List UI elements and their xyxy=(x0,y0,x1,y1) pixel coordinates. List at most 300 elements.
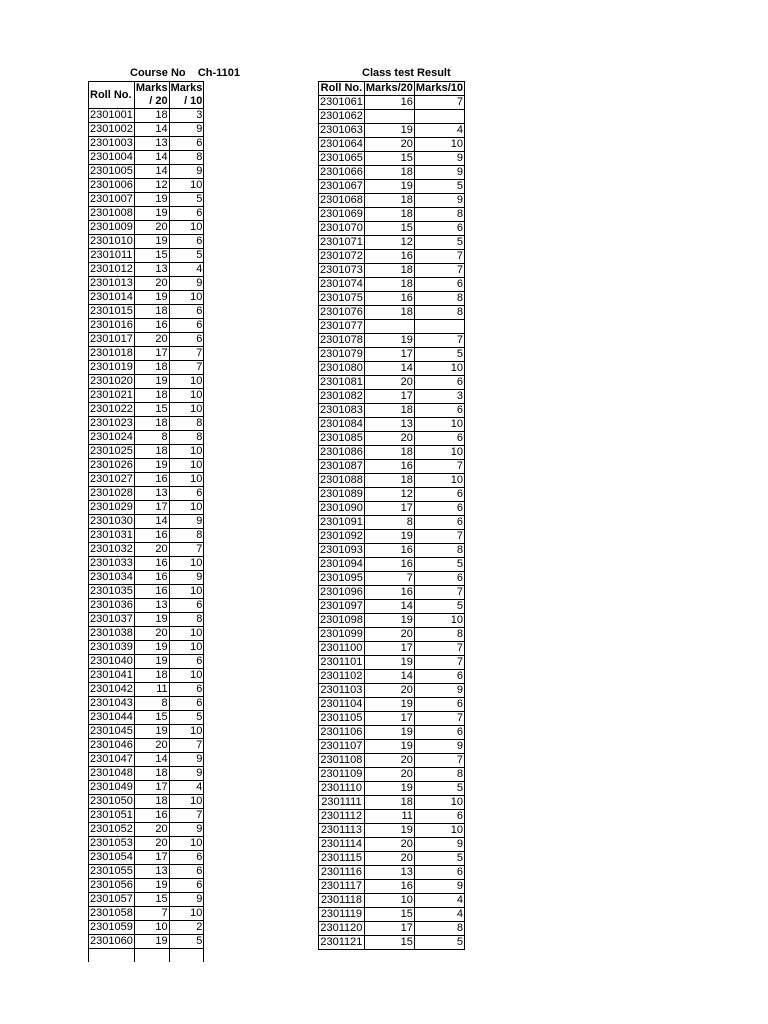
empty-cell xyxy=(89,949,135,962)
roll-no-cell: 2301042 xyxy=(90,683,133,695)
marks-10-cell: 10 xyxy=(169,669,204,683)
table-row xyxy=(89,613,204,627)
table-row xyxy=(89,627,204,641)
marks-10-cell: 7 xyxy=(169,361,204,375)
marks-20-cell: 19 xyxy=(134,459,169,473)
table-row xyxy=(319,222,465,236)
roll-no-cell: 2301040 xyxy=(90,655,133,667)
marks-20-cell: 16 xyxy=(134,319,169,333)
marks-20-cell: 13 xyxy=(364,866,414,880)
marks-10-cell: 10 xyxy=(169,795,204,809)
table-row xyxy=(89,739,204,753)
roll-no-cell: 2301012 xyxy=(90,263,133,275)
marks-10-cell: 9 xyxy=(169,123,204,137)
marks-10-cell xyxy=(414,320,464,334)
marks-10-cell: 6 xyxy=(414,488,464,502)
marks-10-cell: 4 xyxy=(414,894,464,908)
table-row xyxy=(319,628,465,642)
marks-20-header: Marks/20 xyxy=(365,82,413,94)
table-row xyxy=(319,362,465,376)
roll-no-cell: 2301094 xyxy=(320,558,363,570)
roll-no-cell: 2301033 xyxy=(90,557,133,569)
marks-10-cell: 5 xyxy=(169,193,204,207)
roll-no-cell: 2301095 xyxy=(320,572,363,584)
table-row xyxy=(89,151,204,165)
marks-20-cell: 19 xyxy=(364,614,414,628)
table-row xyxy=(319,404,465,418)
table-row xyxy=(89,879,204,893)
table-row xyxy=(319,278,465,292)
table-row xyxy=(319,880,465,894)
marks-10-cell: 8 xyxy=(169,431,204,445)
roll-no-cell: 2301116 xyxy=(319,866,365,880)
marks-10-cell: 10 xyxy=(169,907,204,921)
marks-10-cell: 9 xyxy=(169,753,204,767)
marks-20-cell: 10 xyxy=(364,894,414,908)
table-row xyxy=(319,124,465,138)
marks-10-cell: 10 xyxy=(169,291,204,305)
roll-no-cell: 2301091 xyxy=(320,516,363,528)
roll-no-cell: 2301096 xyxy=(320,586,363,598)
marks-10-cell: 8 xyxy=(414,544,464,558)
marks-10-cell: 7 xyxy=(414,250,464,264)
marks-10-cell: 10 xyxy=(169,403,204,417)
marks-10-cell: 5 xyxy=(169,249,204,263)
roll-no-cell: 2301009 xyxy=(90,221,133,233)
marks-20-cell: 11 xyxy=(364,810,414,824)
marks-20-cell: 11 xyxy=(134,683,169,697)
roll-no-cell: 2301115 xyxy=(319,852,365,866)
marks-20-cell: 16 xyxy=(364,250,414,264)
table-row xyxy=(89,907,204,921)
marks-10-cell: 6 xyxy=(169,655,204,669)
table-row xyxy=(89,165,204,179)
marks-10-cell: 10 xyxy=(414,824,464,838)
table-row xyxy=(319,572,465,586)
marks-10-cell: 9 xyxy=(169,823,204,837)
roll-no-cell: 2301064 xyxy=(320,138,363,150)
marks-20-cell: 19 xyxy=(364,698,414,712)
marks-20-cell: 17 xyxy=(364,502,414,516)
marks-20-cell: 16 xyxy=(364,558,414,572)
marks-10-cell: 6 xyxy=(414,866,464,880)
roll-no-cell: 2301106 xyxy=(320,726,363,738)
roll-no-cell: 2301093 xyxy=(320,544,363,556)
marks-20-cell: 19 xyxy=(134,641,169,655)
marks-10-header: Marks / 10 xyxy=(170,82,203,107)
roll-no-cell: 2301018 xyxy=(90,347,133,359)
table-row xyxy=(89,347,204,361)
marks-20-cell: 18 xyxy=(364,166,414,180)
table-row xyxy=(319,264,465,278)
marks-20-cell: 20 xyxy=(134,543,169,557)
marks-10-cell: 5 xyxy=(414,348,464,362)
marks-20-cell: 12 xyxy=(364,488,414,502)
marks-10-cell: 5 xyxy=(414,600,464,614)
marks-20-cell: 14 xyxy=(134,123,169,137)
marks-20-cell: 14 xyxy=(134,165,169,179)
roll-no-cell: 2301002 xyxy=(90,123,133,135)
marks-10-cell: 9 xyxy=(414,684,464,698)
marks-20-cell: 16 xyxy=(364,544,414,558)
table-row xyxy=(89,669,204,683)
marks-10-cell: 8 xyxy=(169,613,204,627)
roll-no-cell: 2301004 xyxy=(90,151,133,163)
marks-20-cell: 18 xyxy=(364,264,414,278)
roll-no-cell: 2301049 xyxy=(90,781,133,793)
marks-20-cell: 18 xyxy=(364,474,414,488)
table-row xyxy=(89,123,204,137)
roll-no-cell: 2301076 xyxy=(320,306,363,318)
roll-no-cell: 2301035 xyxy=(90,585,133,597)
roll-no-cell: 2301065 xyxy=(320,152,363,164)
table-row xyxy=(319,824,465,838)
marks-10-cell: 5 xyxy=(414,936,464,950)
table-row xyxy=(89,641,204,655)
marks-20-cell: 16 xyxy=(134,473,169,487)
table-row xyxy=(319,250,465,264)
roll-no-cell: 2301092 xyxy=(320,530,363,542)
marks-10-cell: 4 xyxy=(414,124,464,138)
roll-no-cell: 2301110 xyxy=(319,782,365,796)
marks-20-cell: 20 xyxy=(364,768,414,782)
roll-no-cell: 2301052 xyxy=(90,823,133,835)
roll-no-cell: 2301054 xyxy=(90,851,133,863)
right-header-row xyxy=(319,82,465,96)
marks-10-cell: 6 xyxy=(169,599,204,613)
marks-20-cell: 20 xyxy=(134,277,169,291)
marks-10-cell: 6 xyxy=(169,137,204,151)
table-row xyxy=(319,376,465,390)
marks-20-cell: 18 xyxy=(134,305,169,319)
marks-10-cell: 6 xyxy=(169,697,204,711)
roll-no-cell: 2301019 xyxy=(90,361,133,373)
marks-10-cell: 10 xyxy=(169,585,204,599)
table-row xyxy=(89,487,204,501)
marks-20-cell: 18 xyxy=(134,445,169,459)
table-row xyxy=(89,403,204,417)
marks-20-cell: 17 xyxy=(364,348,414,362)
marks-10-cell: 10 xyxy=(414,796,464,810)
table-row xyxy=(89,837,204,851)
table-row xyxy=(319,320,465,334)
marks-20-cell: 13 xyxy=(134,137,169,151)
marks-10-cell: 10 xyxy=(414,362,464,376)
marks-10-cell: 7 xyxy=(414,334,464,348)
marks-10-cell: 6 xyxy=(414,222,464,236)
marks-20-cell: 12 xyxy=(364,236,414,250)
roll-no-cell: 2301023 xyxy=(90,417,133,429)
marks-20-cell: 13 xyxy=(134,865,169,879)
marks-10-cell: 7 xyxy=(414,530,464,544)
roll-no-cell: 2301025 xyxy=(90,445,133,457)
marks-20-cell: 19 xyxy=(134,235,169,249)
marks-10-cell: 7 xyxy=(414,712,464,726)
roll-no-cell: 2301097 xyxy=(320,600,363,612)
roll-no-cell: 2301107 xyxy=(320,740,363,752)
table-row xyxy=(319,446,465,460)
marks-20-cell: 15 xyxy=(134,711,169,725)
table-row xyxy=(89,361,204,375)
marks-20-cell: 16 xyxy=(134,585,169,599)
class-test-result-title: Class test Result xyxy=(362,67,451,79)
left-header-row xyxy=(89,82,204,109)
marks-20-cell: 10 xyxy=(134,921,169,935)
marks-20-cell: 16 xyxy=(134,557,169,571)
marks-10-cell: 6 xyxy=(414,432,464,446)
marks-10-cell: 3 xyxy=(414,390,464,404)
roll-no-cell: 2301108 xyxy=(320,754,363,766)
marks-10-cell: 9 xyxy=(169,277,204,291)
roll-no-cell: 2301090 xyxy=(320,502,363,514)
left-results-table xyxy=(88,81,204,962)
marks-10-cell: 6 xyxy=(169,683,204,697)
marks-10-cell: 3 xyxy=(169,109,204,123)
roll-no-cell: 2301084 xyxy=(320,418,363,430)
table-row xyxy=(319,474,465,488)
marks-10-cell: 10 xyxy=(169,473,204,487)
marks-20-cell xyxy=(364,110,414,124)
marks-20-cell: 15 xyxy=(364,908,414,922)
table-row xyxy=(89,781,204,795)
table-row xyxy=(319,96,465,110)
marks-10-cell: 6 xyxy=(414,278,464,292)
table-row xyxy=(89,459,204,473)
marks-10-cell: 6 xyxy=(169,879,204,893)
roll-no-cell: 2301104 xyxy=(320,698,363,710)
roll-no-cell: 2301007 xyxy=(90,193,133,205)
table-row xyxy=(319,208,465,222)
marks-10-cell: 6 xyxy=(169,487,204,501)
table-row xyxy=(319,810,465,824)
marks-10-cell: 8 xyxy=(169,529,204,543)
roll-no-cell: 2301071 xyxy=(320,236,363,248)
marks-10-cell: 9 xyxy=(414,194,464,208)
table-row xyxy=(89,851,204,865)
marks-10-cell: 7 xyxy=(414,264,464,278)
empty-row xyxy=(89,949,204,962)
roll-no-cell: 2301021 xyxy=(90,389,133,401)
roll-no-cell: 2301100 xyxy=(320,642,363,654)
roll-no-cell: 2301118 xyxy=(319,894,365,908)
roll-no-cell: 2301024 xyxy=(90,431,133,443)
roll-no-cell: 2301085 xyxy=(320,432,363,444)
marks-20-cell: 20 xyxy=(364,432,414,446)
roll-no-cell: 2301020 xyxy=(90,375,133,387)
roll-no-cell: 2301034 xyxy=(90,571,133,583)
roll-no-cell: 2301050 xyxy=(90,795,133,807)
marks-20-cell: 18 xyxy=(134,417,169,431)
roll-no-cell: 2301062 xyxy=(320,110,363,122)
roll-no-cell: 2301014 xyxy=(90,291,133,303)
table-row xyxy=(89,207,204,221)
table-row xyxy=(319,796,465,810)
marks-20-cell: 16 xyxy=(134,809,169,823)
marks-20-cell: 18 xyxy=(134,389,169,403)
roll-no-cell: 2301086 xyxy=(320,446,363,458)
marks-10-cell: 10 xyxy=(169,389,204,403)
table-row xyxy=(319,110,465,124)
marks-10-cell: 9 xyxy=(169,571,204,585)
roll-no-cell: 2301066 xyxy=(320,166,363,178)
roll-no-cell: 2301099 xyxy=(320,628,363,640)
marks-20-cell: 20 xyxy=(134,739,169,753)
table-row xyxy=(319,768,465,782)
marks-10-cell: 6 xyxy=(414,516,464,530)
marks-10-cell: 10 xyxy=(169,501,204,515)
table-row xyxy=(319,698,465,712)
marks-20-cell: 19 xyxy=(364,180,414,194)
marks-20-cell: 19 xyxy=(134,291,169,305)
roll-no-cell: 2301010 xyxy=(90,235,133,247)
table-row xyxy=(319,334,465,348)
marks-20-cell: 19 xyxy=(364,656,414,670)
course-number-label: Course No Ch-1101 xyxy=(130,67,241,79)
marks-20-cell: 16 xyxy=(364,96,414,110)
marks-10-cell: 6 xyxy=(169,207,204,221)
table-row xyxy=(89,137,204,151)
table-row xyxy=(89,235,204,249)
roll-no-cell: 2301045 xyxy=(90,725,133,737)
roll-no-cell: 2301036 xyxy=(90,599,133,611)
table-row xyxy=(89,319,204,333)
table-row xyxy=(319,922,465,936)
table-row xyxy=(89,557,204,571)
marks-10-cell: 7 xyxy=(169,809,204,823)
marks-20-cell: 13 xyxy=(134,263,169,277)
marks-20-cell: 19 xyxy=(364,124,414,138)
roll-no-cell: 2301088 xyxy=(320,474,363,486)
table-row xyxy=(319,348,465,362)
marks-10-cell: 10 xyxy=(414,474,464,488)
right-results-table xyxy=(318,81,465,950)
roll-no-cell: 2301047 xyxy=(90,753,133,765)
table-row xyxy=(319,782,465,796)
marks-20-cell: 17 xyxy=(134,347,169,361)
marks-20-cell: 18 xyxy=(364,194,414,208)
marks-20-cell: 19 xyxy=(364,740,414,754)
roll-no-header: Roll No. xyxy=(319,82,365,96)
marks-10-cell: 7 xyxy=(414,586,464,600)
marks-10-cell: 5 xyxy=(169,711,204,725)
marks-20-cell: 19 xyxy=(134,879,169,893)
roll-no-cell: 2301006 xyxy=(90,179,133,191)
marks-10-cell: 10 xyxy=(169,445,204,459)
table-row xyxy=(89,683,204,697)
table-row xyxy=(319,180,465,194)
marks-20-cell: 14 xyxy=(134,151,169,165)
marks-20-cell: 19 xyxy=(134,655,169,669)
marks-10-cell: 10 xyxy=(169,627,204,641)
marks-10-cell: 6 xyxy=(169,333,204,347)
marks-10-cell: 8 xyxy=(414,306,464,320)
marks-20-cell: 18 xyxy=(364,446,414,460)
marks-10-cell: 6 xyxy=(414,698,464,712)
roll-no-cell: 2301022 xyxy=(90,403,133,415)
roll-no-cell: 2301080 xyxy=(320,362,363,374)
marks-20-cell: 20 xyxy=(134,221,169,235)
table-row xyxy=(319,390,465,404)
marks-20-cell: 19 xyxy=(134,207,169,221)
marks-10-cell: 10 xyxy=(169,179,204,193)
marks-10-cell: 10 xyxy=(414,138,464,152)
roll-no-cell: 2301068 xyxy=(320,194,363,206)
marks-20-cell: 17 xyxy=(364,712,414,726)
marks-10-cell: 6 xyxy=(414,670,464,684)
roll-no-cell: 2301016 xyxy=(90,319,133,331)
table-row xyxy=(89,249,204,263)
table-row xyxy=(319,460,465,474)
marks-20-cell: 20 xyxy=(364,852,414,866)
marks-20-cell: 8 xyxy=(364,516,414,530)
table-row xyxy=(89,389,204,403)
marks-10-cell: 5 xyxy=(414,180,464,194)
table-row xyxy=(89,333,204,347)
roll-no-cell: 2301060 xyxy=(90,935,133,947)
roll-no-cell: 2301074 xyxy=(320,278,363,290)
marks-10-cell: 6 xyxy=(414,376,464,390)
table-row xyxy=(319,236,465,250)
roll-no-cell: 2301043 xyxy=(90,697,133,709)
marks-20-cell: 18 xyxy=(134,669,169,683)
marks-20-cell: 20 xyxy=(364,838,414,852)
marks-10-cell: 6 xyxy=(169,305,204,319)
roll-no-cell: 2301030 xyxy=(90,515,133,527)
roll-no-cell: 2301005 xyxy=(90,165,133,177)
roll-no-cell: 2301003 xyxy=(90,137,133,149)
marks-10-cell: 5 xyxy=(414,558,464,572)
marks-10-cell: 10 xyxy=(169,837,204,851)
table-row xyxy=(89,305,204,319)
marks-10-cell xyxy=(414,110,464,124)
table-row xyxy=(89,725,204,739)
table-row xyxy=(89,193,204,207)
empty-cell xyxy=(134,949,169,962)
table-row xyxy=(89,711,204,725)
roll-no-cell: 2301029 xyxy=(90,501,133,513)
marks-10-cell: 6 xyxy=(414,572,464,586)
table-row xyxy=(319,600,465,614)
roll-no-cell: 2301008 xyxy=(90,207,133,219)
marks-20-cell: 19 xyxy=(364,530,414,544)
table-row xyxy=(89,417,204,431)
marks-10-cell: 5 xyxy=(414,236,464,250)
marks-10-cell: 9 xyxy=(414,740,464,754)
table-row xyxy=(319,838,465,852)
roll-no-cell: 2301120 xyxy=(320,922,363,934)
roll-no-cell: 2301081 xyxy=(320,376,363,388)
table-row xyxy=(89,291,204,305)
table-row xyxy=(319,292,465,306)
table-row xyxy=(89,109,204,123)
roll-no-cell: 2301001 xyxy=(90,109,133,121)
roll-no-cell: 2301075 xyxy=(320,292,363,304)
marks-10-cell: 9 xyxy=(414,838,464,852)
marks-20-cell: 15 xyxy=(134,403,169,417)
table-row xyxy=(89,893,204,907)
marks-10-cell: 6 xyxy=(414,404,464,418)
table-row xyxy=(89,809,204,823)
roll-no-cell: 2301038 xyxy=(90,627,133,639)
roll-no-cell: 2301031 xyxy=(90,529,133,541)
marks-20-cell: 8 xyxy=(134,697,169,711)
marks-20-cell: 20 xyxy=(134,627,169,641)
table-row xyxy=(319,544,465,558)
marks-20-cell: 13 xyxy=(134,487,169,501)
marks-10-cell: 10 xyxy=(169,641,204,655)
roll-no-cell: 2301039 xyxy=(90,641,133,653)
marks-20-cell xyxy=(364,320,414,334)
